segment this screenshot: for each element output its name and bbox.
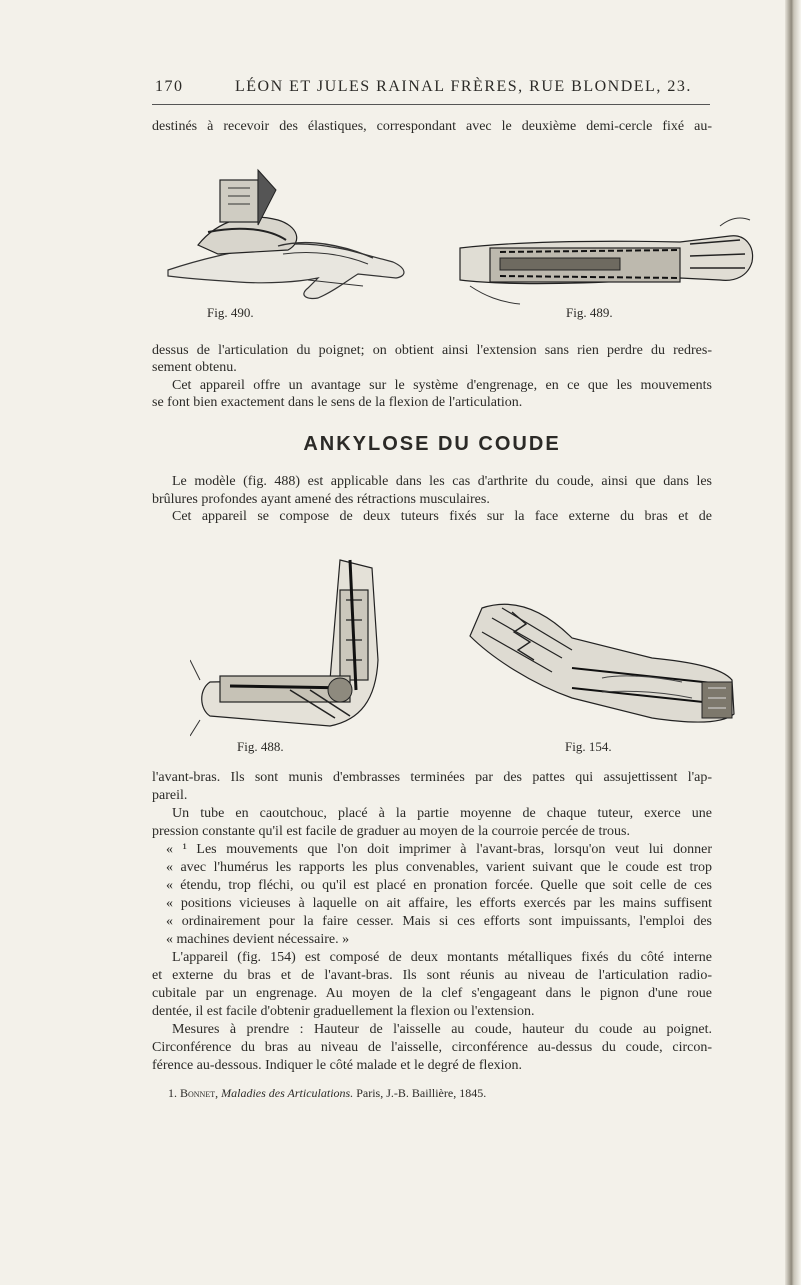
- footnote: [168, 1086, 486, 1101]
- paragraph: Cet appareil offre un avantage sur le système d'engrenage, en ce que les mouvements: [172, 378, 712, 393]
- quote-line: « positions vicieuses à laquelle on ait affaire, les efforts exercés par les mains suffisent: [166, 896, 712, 911]
- header-title: LÉON ET JULES RAINAL FRÈRES, RUE BLONDEL, 23.: [235, 78, 692, 95]
- paragraph: Un tube en caoutchouc, placé à la partie moyenne de chaque tuteur, exerce une: [172, 806, 712, 821]
- paragraph: l'avant-bras. Ils sont munis d'embrasses terminées par des pattes qui assujettissent l'ap-: [152, 770, 712, 785]
- figure-488-caption: Fig. 488.: [237, 739, 284, 754]
- paragraph: Mesures à prendre : Hauteur de l'aisselle au coude, hauteur du coude au poignet.: [172, 1022, 712, 1037]
- quote-line: « machines devient nécessaire. »: [166, 932, 350, 947]
- figure-490-hand-splint: [158, 150, 418, 312]
- paragraph: brûlures profondes ayant amené des rétractions musculaires.: [152, 492, 490, 507]
- figure-488-elbow-brace: [190, 540, 390, 740]
- paragraph: dentée, il est facile d'obtenir graduellement la flexion ou l'extension.: [152, 1004, 535, 1019]
- quote-line: « étendu, trop fléchi, ou qu'il est placé en pronation forcée. Quelle que soit celle de ces: [166, 878, 712, 893]
- paragraph: Cet appareil se compose de deux tuteurs fixés sur la face externe du bras et de: [172, 509, 712, 524]
- paragraph: férence au-dessous. Indiquer le côté malade et le degré de flexion.: [152, 1058, 523, 1073]
- figure-489-forearm-splint: [440, 196, 760, 308]
- quote-line: « avec l'humérus les rapports les plus convenables, varient suivant que le coude est trop: [166, 860, 712, 875]
- paragraph: et externe du bras et de l'avant-bras. Ils sont réunis au niveau de l'articulation radio-: [152, 968, 712, 983]
- footnote-number: 1.: [168, 1086, 177, 1100]
- quote-line: « ¹ Les mouvements que l'on doit imprimer à l'avant-bras, lorsqu'on veut lui donner: [166, 842, 712, 857]
- paragraph: Le modèle (fig. 488) est applicable dans les cas d'arthrite du coude, ainsi que dans les: [172, 474, 712, 489]
- header-rule: [152, 104, 710, 105]
- paragraph: destinés à recevoir des élastiques, correspondant avec le deuxième demi-cercle fixé au-: [152, 119, 712, 134]
- section-title: ANKYLOSE DU COUDE: [303, 433, 561, 455]
- footnote-author: Bonnet,: [180, 1086, 219, 1100]
- paragraph: pareil.: [152, 788, 188, 803]
- figure-154-caption: Fig. 154.: [565, 739, 612, 754]
- paragraph: dessus de l'articulation du poignet; on obtient ainsi l'extension sans rien perdre du redres-: [152, 343, 712, 358]
- page-number: 170: [155, 78, 184, 95]
- paragraph: sement obtenu.: [152, 360, 237, 375]
- quote-line: « ordinairement pour la faire cesser. Mais si ces efforts sont impuissants, l'emploi des: [166, 914, 712, 929]
- footnote-work: Maladies des Articulations.: [221, 1086, 354, 1100]
- figure-490-caption: Fig. 490.: [207, 305, 254, 320]
- paragraph: L'appareil (fig. 154) est composé de deux montants métalliques fixés du côté interne: [172, 950, 712, 965]
- paragraph: Circonférence du bras au niveau de l'aisselle, circonférence au-dessus du coude, circon-: [152, 1040, 712, 1055]
- figure-489-caption: Fig. 489.: [566, 305, 613, 320]
- footnote-publisher: Paris, J.-B. Baillière, 1845.: [356, 1086, 487, 1100]
- paragraph: pression constante qu'il est facile de graduer au moyen de la courroie percée de trous.: [152, 824, 630, 839]
- running-header: [155, 78, 715, 100]
- figure-154-arm-brace: [452, 588, 737, 736]
- paragraph: cubitale par un engrenage. Au moyen de la clef s'engageant dans le pignon d'une roue: [152, 986, 712, 1001]
- paragraph: se font bien exactement dans le sens de la flexion de l'articulation.: [152, 395, 523, 410]
- page-edge: [785, 0, 801, 1285]
